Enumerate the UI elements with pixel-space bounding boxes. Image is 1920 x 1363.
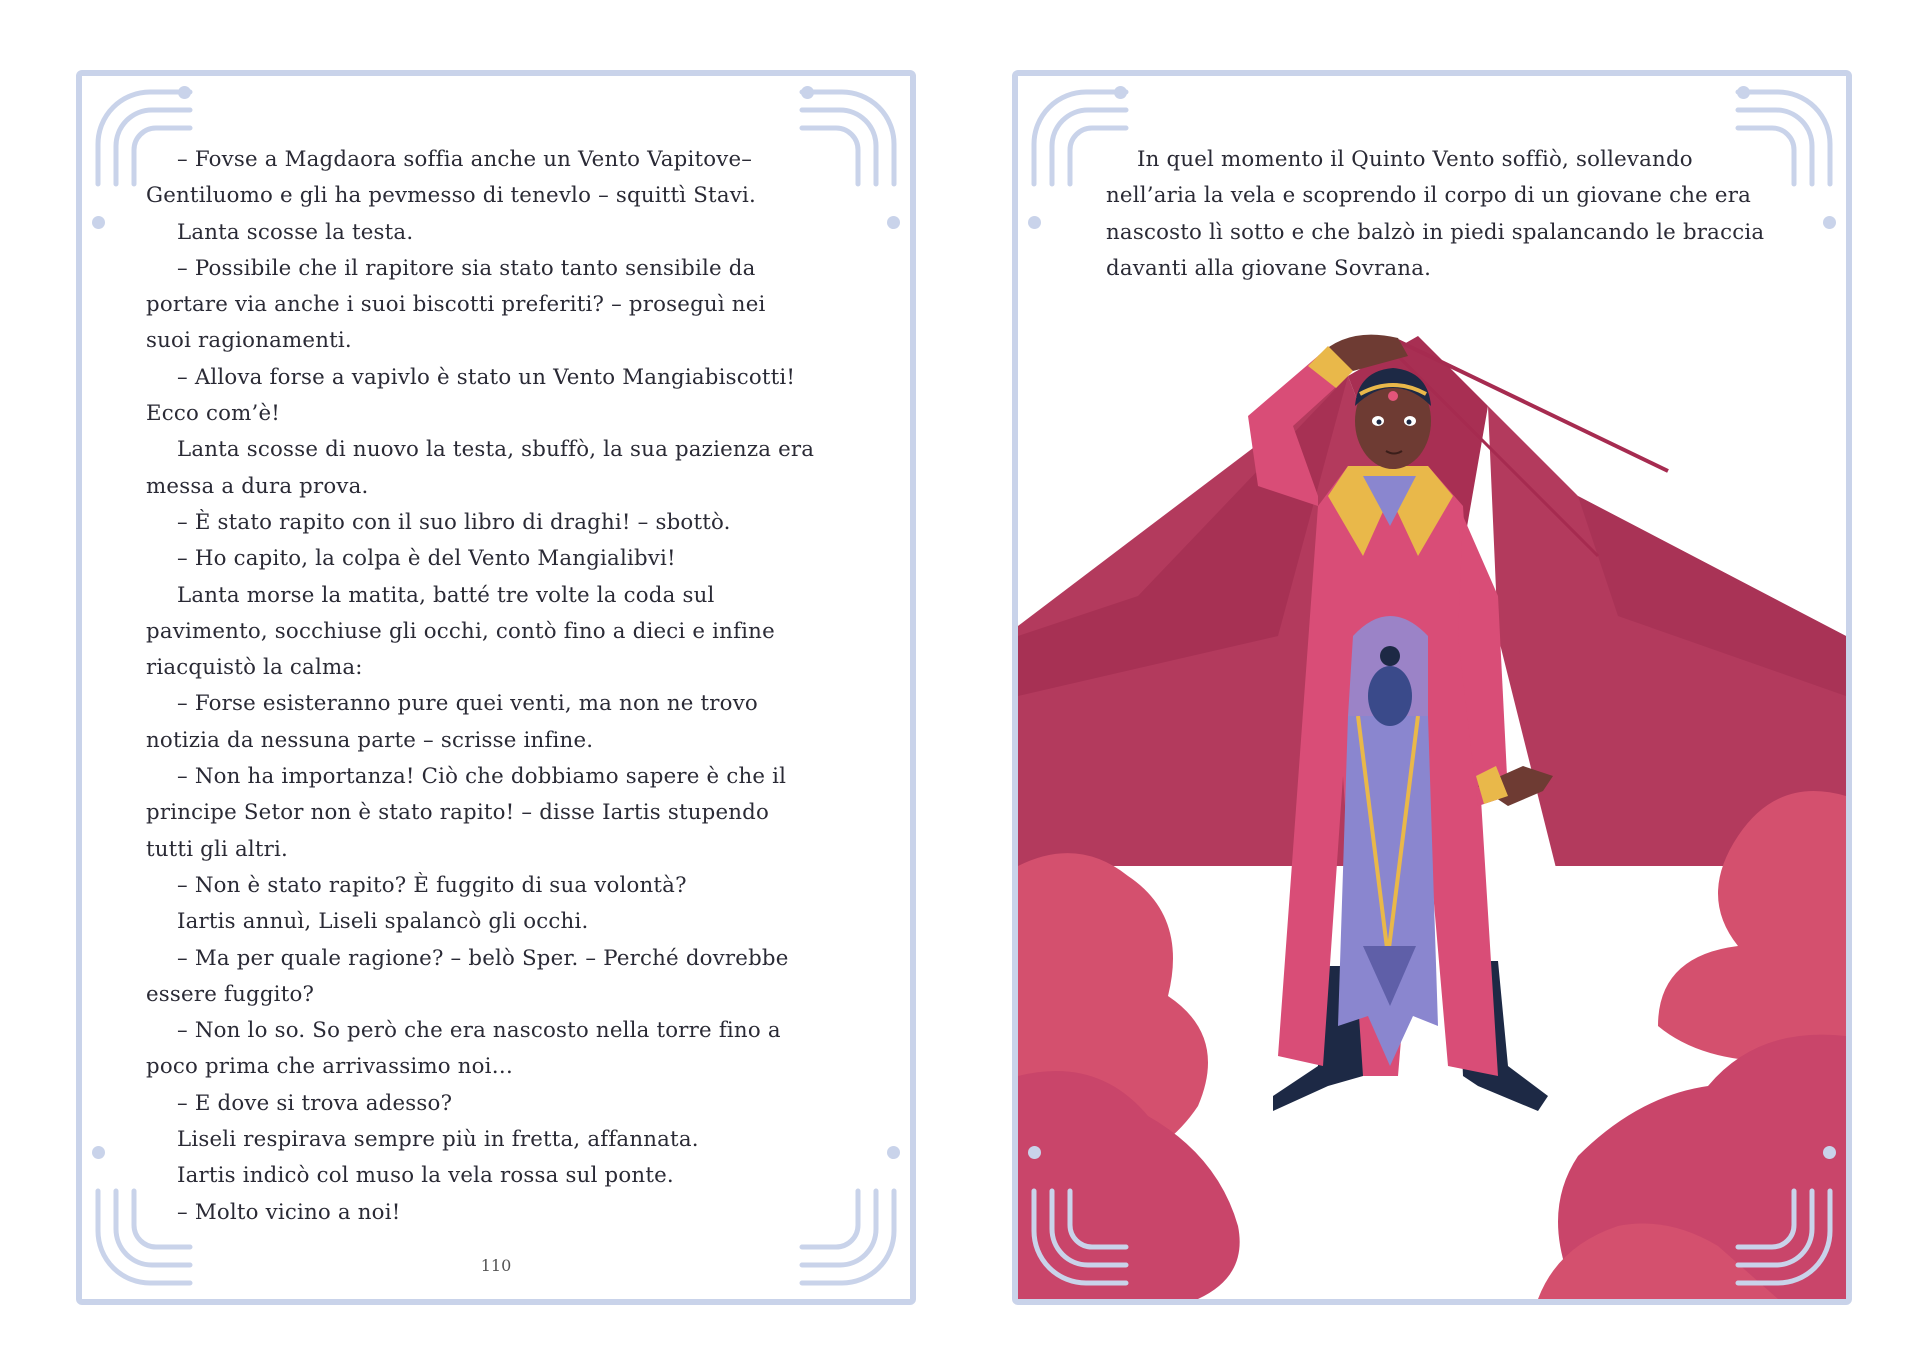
text-line: principe Setor non è stato rapito! – disse Iartis stupendo — [146, 800, 770, 826]
frame-dot — [92, 1146, 105, 1159]
text-line: Iartis annuì, Liseli spalancò gli occhi. — [177, 909, 589, 935]
text-line: tutti gli altri. — [146, 836, 289, 862]
frame-dot — [1028, 1146, 1041, 1159]
corner-ornament-bottom-right — [1728, 1181, 1838, 1291]
text-line: Liseli respirava sempre più in fretta, affannata. — [177, 1127, 699, 1153]
text-line: – Possibile che il rapitore sia stato tanto sensibile da — [177, 255, 756, 281]
corner-ornament-bottom-left — [1026, 1181, 1136, 1291]
text-line: pavimento, socchiuse gli occhi, contò fino a dieci e infine — [146, 618, 775, 644]
page-number: 110 — [480, 1256, 512, 1275]
text-line: – Non ha importanza! Ciò che dobbiamo sapere è che il — [177, 764, 787, 790]
text-line: davanti alla giovane Sovrana. — [1106, 255, 1432, 281]
text-line: In quel momento il Quinto Vento soffiò, sollevando — [1137, 147, 1693, 172]
text-line: nascosto lì sotto e che balzò in piedi spalancando le braccia — [1106, 219, 1765, 245]
text-line: essere fuggito? — [146, 981, 315, 1007]
text-line: poco prima che arrivassimo noi… — [146, 1054, 514, 1080]
text-line: – Ma per quale ragione? – belò Sper. – Perché dovrebbe — [177, 945, 789, 971]
text-line: nell’aria la vela e scoprendo il corpo di un giovane che era — [1106, 183, 1752, 209]
left-page — [76, 70, 916, 1305]
text-line: – Non è stato rapito? È fuggito di sua volontà? — [177, 872, 687, 898]
frame-dot — [178, 86, 191, 99]
frame-dot — [1737, 86, 1750, 99]
frame-dot — [92, 216, 105, 229]
text-line: messa a dura prova. — [146, 473, 369, 499]
frame-dot — [1114, 86, 1127, 99]
frame-dot — [1028, 216, 1041, 229]
text-line: – Fovse a Magdaora soffia anche un Vento Vapitove– — [177, 147, 753, 172]
frame-dot — [887, 1146, 900, 1159]
text-line: riacquistò la calma: — [146, 655, 363, 681]
text-line: – È stato rapito con il suo libro di draghi! – sbottò. — [177, 509, 731, 535]
left-page-text — [146, 142, 846, 1231]
text-line: – Ho capito, la colpa è del Vento Mangialibvi! — [177, 546, 676, 572]
frame-dot — [1823, 1146, 1836, 1159]
text-line: Lanta morse la matita, batté tre volte la coda sul — [177, 582, 715, 608]
text-line: – Forse esisteranno pure quei venti, ma non ne trovo — [177, 691, 758, 717]
text-line: Iartis indicò col muso la vela rossa sul ponte. — [177, 1163, 674, 1189]
text-line: – E dove si trova adesso? — [177, 1090, 453, 1116]
frame-dot — [887, 216, 900, 229]
text-line: Ecco com’è! — [146, 401, 281, 427]
text-line: – Molto vicino a noi! — [177, 1199, 401, 1225]
text-line: notizia da nessuna parte – scrisse infine. — [146, 727, 594, 753]
frame-dot — [801, 86, 814, 99]
right-page — [1012, 70, 1852, 1305]
right-page-text — [1106, 142, 1796, 287]
text-line: portare via anche i suoi biscotti preferiti? – proseguì nei — [146, 292, 766, 318]
text-line: Lanta scosse di nuovo la testa, sbuffò, la sua pazienza era — [177, 437, 815, 463]
text-line: – Non lo so. So però che era nascosto nella torre fino a — [177, 1018, 781, 1044]
text-line: Lanta scosse la testa. — [177, 219, 414, 245]
text-line: Gentiluomo e gli ha pevmesso di tenevlo – squittì Stavi. — [146, 183, 756, 209]
text-line: suoi ragionamenti. — [146, 328, 352, 354]
frame-dot — [1823, 216, 1836, 229]
text-line: – Allova forse a vapivlo è stato un Vento Mangiabiscotti! — [177, 364, 796, 390]
